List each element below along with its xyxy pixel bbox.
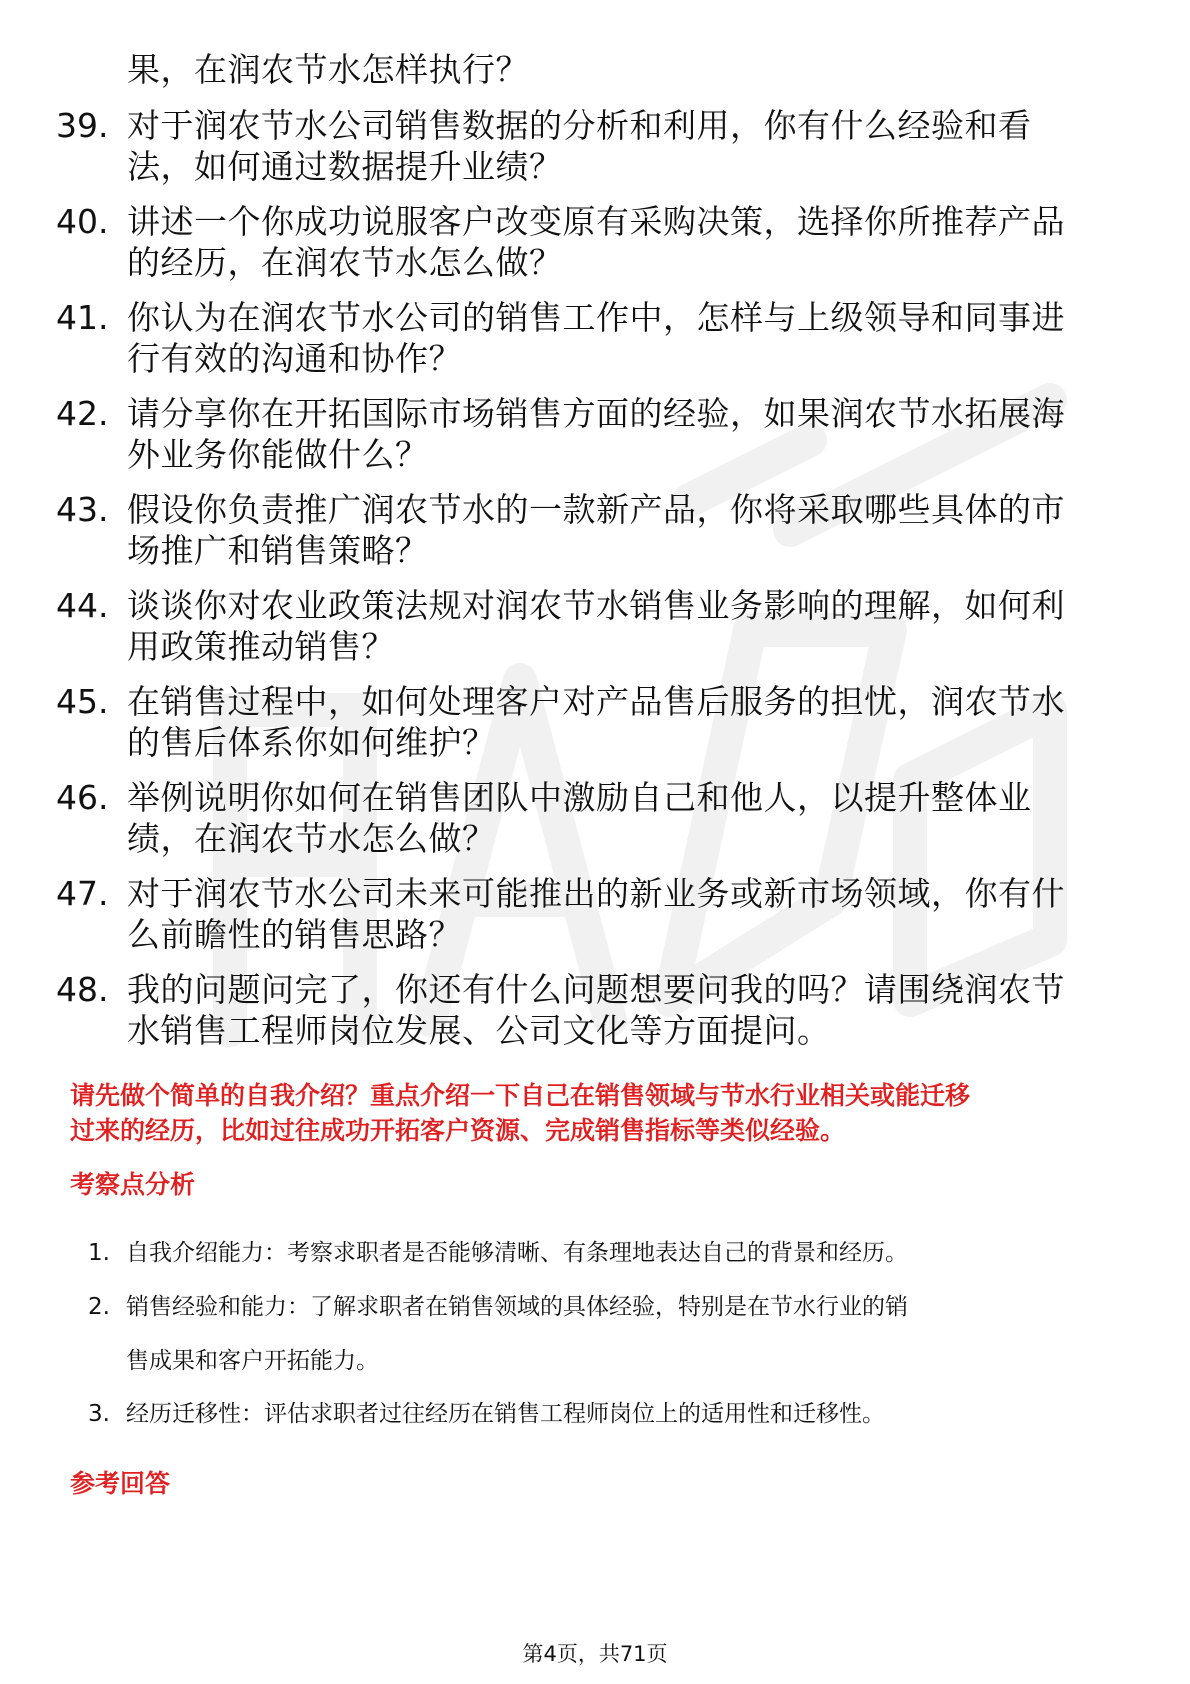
question-text-line: 场推广和销售策略？ [127, 531, 429, 570]
question-text-line: 对于润农节水公司销售数据的分析和利用，你有什么经验和看 [127, 106, 1032, 145]
question-number: 40. [56, 202, 109, 241]
analysis-item-text: 自我介绍能力：考察求职者是否能够清晰、有条理地表达自己的背景和经历。 [126, 1240, 908, 1266]
question-text-line: 假设你负责推广润农节水的一款新产品，你将采取哪些具体的市 [127, 490, 1065, 529]
question-text-line: 行有效的沟通和协作？ [127, 339, 462, 378]
question-text-line: 我的问题问完了，你还有什么问题想要问我的吗？请围绕润农节 [127, 970, 1065, 1009]
question-text-line: 么前瞻性的销售思路？ [127, 915, 462, 954]
reference-answer-heading: 参考回答 [70, 1469, 171, 1498]
question-number: 41. [56, 298, 109, 337]
question-number: 43. [56, 490, 109, 529]
analysis-item-number: 2. [88, 1294, 110, 1320]
question-number: 39. [56, 106, 109, 145]
question-text-line: 的经历，在润农节水怎么做？ [127, 243, 563, 282]
intro-question-line: 过来的经历，比如过往成功开拓客户资源、完成销售指标等类似经验。 [70, 1116, 846, 1145]
analysis-item-number: 1. [88, 1240, 110, 1266]
question-number: 45. [56, 682, 109, 721]
analysis-item-text: 销售经验和能力：了解求职者在销售领域的具体经验，特别是在节水行业的销 [126, 1294, 908, 1320]
question-number: 46. [56, 778, 109, 817]
question-text-line: 谈谈你对农业政策法规对润农节水销售业务影响的理解，如何利 [127, 586, 1065, 625]
question-text-line: 讲述一个你成功说服客户改变原有采购决策，选择你所推荐产品 [127, 202, 1065, 241]
question-number: 44. [56, 586, 109, 625]
intro-question-line: 请先做个简单的自我介绍？重点介绍一下自己在销售领域与节水行业相关或能迁移 [70, 1081, 971, 1110]
question-text-line: 你认为在润农节水公司的销售工作中，怎样与上级领导和同事进 [127, 298, 1065, 337]
page-footer: 第4页，共71页 [522, 1642, 668, 1666]
question-text-line: 外业务你能做什么？ [127, 435, 429, 474]
question-number: 48. [56, 970, 109, 1009]
question-38-tail: 果，在润农节水怎样执行？ [127, 50, 529, 89]
question-number: 42. [56, 394, 109, 433]
analysis-item-text: 经历迁移性：评估求职者过往经历在销售工程师岗位上的适用性和迁移性。 [126, 1401, 885, 1427]
question-text-line: 对于润农节水公司未来可能推出的新业务或新市场领域，你有什 [127, 874, 1065, 913]
question-text-line: 的售后体系你如何维护？ [127, 723, 496, 762]
analysis-item-number: 3. [88, 1401, 110, 1427]
analysis-item-text: 售成果和客户开拓能力。 [126, 1348, 379, 1374]
analysis-heading: 考察点分析 [70, 1170, 196, 1199]
question-number: 47. [56, 874, 109, 913]
question-text-line: 水销售工程师岗位发展、公司文化等方面提问。 [127, 1011, 831, 1050]
question-text-line: 绩，在润农节水怎么做？ [127, 819, 496, 858]
question-text-line: 用政策推动销售？ [127, 627, 395, 666]
question-text-line: 在销售过程中，如何处理客户对产品售后服务的担忧，润农节水 [127, 682, 1065, 721]
question-text-line: 法，如何通过数据提升业绩？ [127, 147, 563, 186]
question-text-line: 举例说明你如何在销售团队中激励自己和他人，以提升整体业 [127, 778, 1032, 817]
question-text-line: 请分享你在开拓国际市场销售方面的经验，如果润农节水拓展海 [127, 394, 1065, 433]
